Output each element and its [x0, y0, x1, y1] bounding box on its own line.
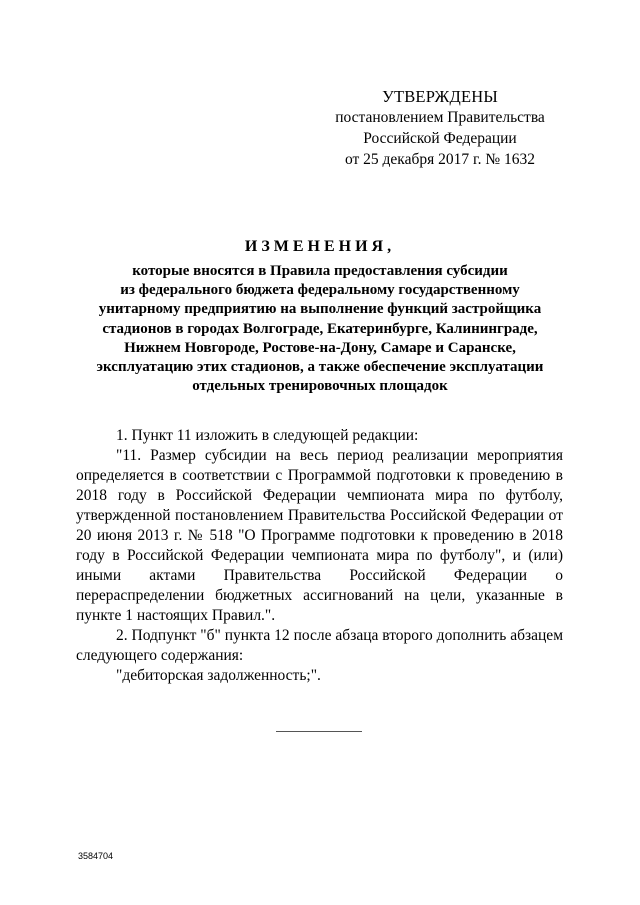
document-subtitle — [70, 262, 570, 396]
paragraph-3: 2. Подпункт "б" пункта 12 после абзаца второго дополнить абзацем следующего содержания: — [76, 627, 563, 664]
paragraph-4: "дебиторская задолженность;". — [116, 667, 321, 684]
paragraph-1: 1. Пункт 11 изложить в следующей редакции: — [116, 427, 419, 444]
subtitle-line: отдельных тренировочных площадок — [192, 378, 448, 395]
document-number: 3584704 — [78, 851, 114, 861]
approval-date-number: от 25 декабря 2017 г. № 1632 — [344, 151, 536, 168]
approval-block — [330, 86, 550, 170]
approval-line-2: Российской Федерации — [363, 130, 517, 147]
document-body — [76, 426, 563, 686]
subtitle-line: эксплуатацию этих стадионов, а также обеспечение эксплуатации — [96, 359, 544, 376]
subtitle-line: которые вносятся в Правила предоставления субсидии — [132, 263, 508, 279]
approval-heading: УТВЕРЖДЕНЫ — [382, 87, 498, 106]
subtitle-line: Нижнем Новгороде, Ростове-на-Дону, Самаре и Саранске, — [124, 339, 516, 356]
subtitle-line: стадионов в городах Волгограде, Екатеринбурге, Калининграде, — [102, 320, 538, 337]
document-title: ИЗМЕНЕНИЯ, — [244, 238, 396, 255]
approval-line-1: постановлением Правительства — [335, 109, 545, 126]
subtitle-line: унитарному предприятию на выполнение функций застройщика — [98, 301, 542, 318]
end-separator-line — [276, 731, 362, 732]
subtitle-line: из федерального бюджета федеральному государственному — [120, 282, 520, 299]
paragraph-2: "11. Размер субсидии на весь период реализации мероприятия определяется в соответствии с Программой подготовки к проведению в 2018 году в Российской Федерации чемпионата мира по футболу, утвержденной постановлением Правительства Российской Федерации от 20 июня 2013 г. № 518 "О Программе подготовки к проведению в 2018 году в Российской Федерации чемпионата мира по футболу", и (или) иными актами Правительства Российской Федерации о перераспределении бюджетных ассигнований на цели, указанные в пункте 1 настоящих Правил.". — [76, 447, 563, 624]
